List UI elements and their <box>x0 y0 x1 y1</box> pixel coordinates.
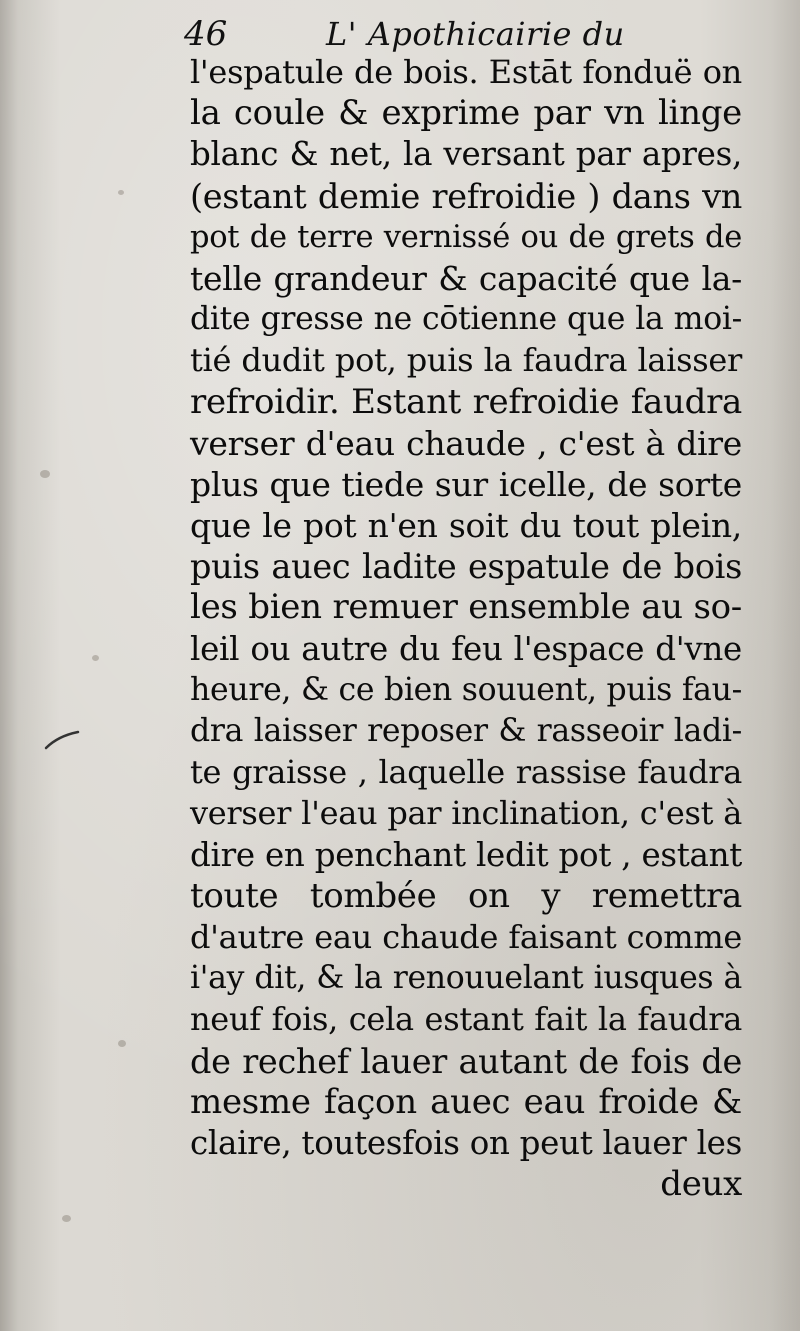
ink-stroke-mark <box>44 730 80 750</box>
text-line: la coule & exprime par vn linge <box>190 93 742 134</box>
text-line: de rechef lauer autant de fois de <box>190 1041 742 1081</box>
text-line: toute tombée on y remettra <box>190 875 742 916</box>
body-text <box>190 52 742 1205</box>
catchword: deux <box>660 1164 742 1205</box>
text-line: verser l'eau par inclination, c'est à <box>190 794 742 833</box>
text-line: dire en penchant ledit pot , estant <box>190 835 742 874</box>
text-line: dite gresse ne cōtienne que la moi- <box>190 301 742 338</box>
paper-foxing-spot <box>62 1215 71 1222</box>
text-line: que le pot n'en soit du tout plein, <box>190 506 742 546</box>
text-line: verser d'eau chaude , c'est à dire <box>190 423 742 463</box>
text-line: i'ay dit, & la renouuelant iusques à <box>190 960 742 997</box>
paper-foxing-spot <box>118 1040 126 1047</box>
text-line: neuf fois, cela estant fait la faudra <box>190 1000 742 1039</box>
text-line: tié dudit pot, puis la faudra laisser <box>190 341 742 380</box>
text-line: leil ou autre du feu l'espace d'vne <box>190 629 742 668</box>
paper-foxing-spot <box>118 190 124 195</box>
paper-foxing-spot <box>40 470 50 478</box>
text-line: d'autre eau chaude faisant comme <box>190 917 742 956</box>
text-line: pot de terre vernissé ou de grets de <box>190 219 742 255</box>
text-line: te graisse , laquelle rassise faudra <box>190 753 742 792</box>
text-line: telle grandeur & capacité que la- <box>190 258 742 298</box>
text-line: les bien remuer ensemble au so- <box>190 587 742 628</box>
text-line: dra laisser reposer & rasseoir ladi- <box>190 713 742 749</box>
text-line: l'espatule de bois. Estāt fonduë on <box>190 53 742 91</box>
page-header <box>180 12 740 56</box>
text-line: mesme façon auec eau froide & <box>190 1081 742 1122</box>
text-line: (estant demie refroidie ) dans vn <box>190 176 742 216</box>
text-line: heure, & ce bien souuent, puis fau- <box>190 671 742 708</box>
running-head: L' Apothicairie du <box>326 15 625 53</box>
text-line: claire, toutesfois on peut lauer les <box>190 1123 742 1162</box>
page-number: 46 <box>184 14 228 54</box>
text-line: blanc & net, la versant par apres, <box>190 135 742 174</box>
text-line: plus que tiede sur icelle, de sorte <box>190 464 742 504</box>
text-line: puis auec ladite espatule de bois <box>190 547 742 587</box>
paper-foxing-spot <box>92 655 99 661</box>
text-line: refroidir. Estant refroidie faudra <box>190 381 742 422</box>
